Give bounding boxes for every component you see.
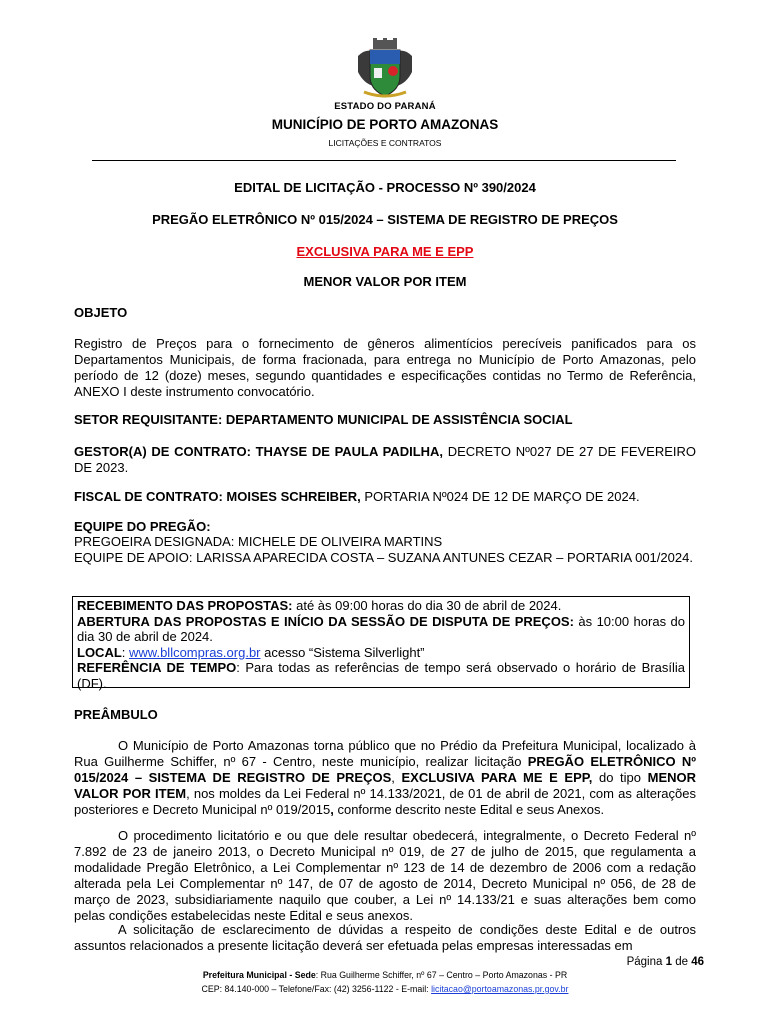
p1-e: do tipo xyxy=(592,770,648,785)
coat-of-arms-icon xyxy=(356,38,414,100)
p1-h: , xyxy=(330,802,334,817)
footer-contact-text: CEP: 84.140-000 – Telefone/Fax: (42) 3256-1122 - E-mail: xyxy=(201,984,432,994)
recebimento-label: RECEBIMENTO DAS PROPOSTAS: xyxy=(77,598,293,613)
page-current: 1 xyxy=(665,956,673,968)
equipe-apoio: EQUIPE DE APOIO: LARISSA APARECIDA COSTA – SUZANA ANTUNES CEZAR – PORTARIA 001/2024. xyxy=(74,550,693,565)
recebimento xyxy=(77,598,685,614)
pregao-title: PREGÃO ELETRÔNICO Nº 015/2024 – SISTEMA DE REGISTRO DE PREÇOS xyxy=(152,212,618,227)
p1-b: PREGÃO ELETRÔNICO Nº 015/2024 – SISTEMA DE REGISTRO DE PREÇOS xyxy=(74,754,696,785)
recebimento-text: até às 09:00 horas do dia 30 de abril de 2024. xyxy=(292,598,562,613)
setor-requisitante: SETOR REQUISITANTE: DEPARTAMENTO MUNICIPAL DE ASSISTÊNCIA SOCIAL xyxy=(74,412,573,427)
gestor-contrato xyxy=(74,444,696,476)
preambulo-paragraph-2: O procedimento licitatório e ou que dele resultar obedecerá, integralmente, o Decreto Federal nº 7.892 de 23 de janeiro 2013, o Decreto Municipal nº 019, de 27 de julho de 2015, que regulamenta a modalidade Pregão Eletrônico, a Lei Complementar nº 123 de 14 de dezembro de 2006 com a redação alterada pela Lei Complementar nº 147, de 07 de agosto de 2014, Decreto Municipal nº 056, de 28 de março de 2023, subsidiariamente naquilo que couber, a Lei nº 14.133/21 e suas alterações bem como pelas condições estabelecidas neste Edital e seus anexos. xyxy=(74,828,696,923)
abertura xyxy=(77,614,685,645)
page-number xyxy=(627,956,704,968)
local-colon: : xyxy=(121,644,130,660)
edital-title: EDITAL DE LICITAÇÃO - PROCESSO Nº 390/2024 xyxy=(234,180,536,195)
preambulo-paragraph-3: A solicitação de esclarecimento de dúvidas a respeito de condições deste Edital e de outros assuntos relacionados a presente licitação deverá ser efetuada pelas empresas interessadas em xyxy=(74,922,696,953)
footer-email-link[interactable]: licitacao@portoamazonas.pr.gov.br xyxy=(431,984,569,994)
p1-c: , xyxy=(391,770,402,785)
objeto-text: Registro de Preços para o fornecimento de gêneros alimentícios perecíveis panificados para os Departamentos Municipais, de forma fracionada, para entrega no Município de Porto Amazonas, pelo período de 12 (doze) meses, segundo quantidades e especificações contidas no Termo de Referência, ANEXO I deste instrumento convocatório. xyxy=(74,336,696,399)
local-text: acesso “Sistema Silverlight” xyxy=(260,644,425,660)
abertura-label: ABERTURA DAS PROPOSTAS E INÍCIO DA SESSÃO DE DISPUTA DE PREÇOS: xyxy=(77,613,574,629)
pregoeira: PREGOEIRA DESIGNADA: MICHELE DE OLIVEIRA MARTINS xyxy=(74,534,443,549)
exclusive-notice xyxy=(74,244,696,259)
p1-f: MENOR VALOR POR ITEM xyxy=(74,770,696,801)
dates-box xyxy=(72,596,690,691)
local xyxy=(77,645,685,661)
exclusive-notice-text: EXCLUSIVA PARA ME E EPP xyxy=(296,244,474,259)
preambulo-heading: PREÂMBULO xyxy=(74,707,158,722)
p1-g: , nos moldes da Lei Federal nº 14.133/2021, de 01 de abril de 2021, com as alterações posteriores e Decreto Municipal nº 019/2015 xyxy=(74,786,697,817)
footer-address-text: : Rua Guilherme Schiffer, nº 67 – Centro – Porto Amazonas - PR xyxy=(315,970,568,980)
gestor-label: GESTOR(A) DE CONTRATO: THAYSE DE PAULA PADILHA, xyxy=(74,444,444,459)
local-label: LOCAL xyxy=(77,644,122,660)
objeto-heading: OBJETO xyxy=(74,305,128,320)
referencia-text: : Para todas as referências de tempo será observado o horário de Brasília (DF). xyxy=(77,660,685,691)
referencia-tempo xyxy=(77,660,685,691)
abertura-text: às 10:00 horas do dia 30 de abril de 2024. xyxy=(77,613,685,644)
p1-d: EXCLUSIVA PARA ME E EPP, xyxy=(401,770,593,785)
footer-contact xyxy=(0,984,770,994)
page-total: 46 xyxy=(691,956,704,968)
equipe-heading: EQUIPE DO PREGÃO: xyxy=(74,519,211,534)
state-name: ESTADO DO PARANÁ xyxy=(334,101,436,112)
bll-compras-link[interactable]: www.bllcompras.org.br xyxy=(129,644,261,660)
page-prefix: Página xyxy=(626,956,666,968)
header-divider xyxy=(92,160,676,161)
preambulo-paragraph-1 xyxy=(74,738,696,818)
gestor-decree: DECRETO Nº027 DE 27 DE FEVEREIRO DE 2023. xyxy=(74,444,697,475)
fiscal-decree: PORTARIA Nº024 DE 12 DE MARÇO DE 2024. xyxy=(360,489,640,504)
footer-address xyxy=(0,970,770,980)
department-name: LICITAÇÕES E CONTRATOS xyxy=(328,138,442,148)
municipality-name: MUNICÍPIO DE PORTO AMAZONAS xyxy=(271,117,499,132)
p1-a: O Município de Porto Amazonas torna público que no Prédio da Prefeitura Municipal, localizado à Rua Guilherme Schiffer, nº 67 - Centro, neste município, realizar licitação xyxy=(74,738,696,769)
page-mid: de xyxy=(672,956,692,968)
fiscal-contrato xyxy=(74,489,696,505)
award-criterion: MENOR VALOR POR ITEM xyxy=(303,274,467,289)
p1-i: conforme descrito neste Edital e seus Anexos. xyxy=(333,802,605,817)
referencia-label: REFERÊNCIA DE TEMPO xyxy=(77,660,237,675)
fiscal-label: FISCAL DE CONTRATO: MOISES SCHREIBER, xyxy=(74,489,361,504)
footer-sede-label: Prefeitura Municipal - Sede xyxy=(202,970,316,980)
